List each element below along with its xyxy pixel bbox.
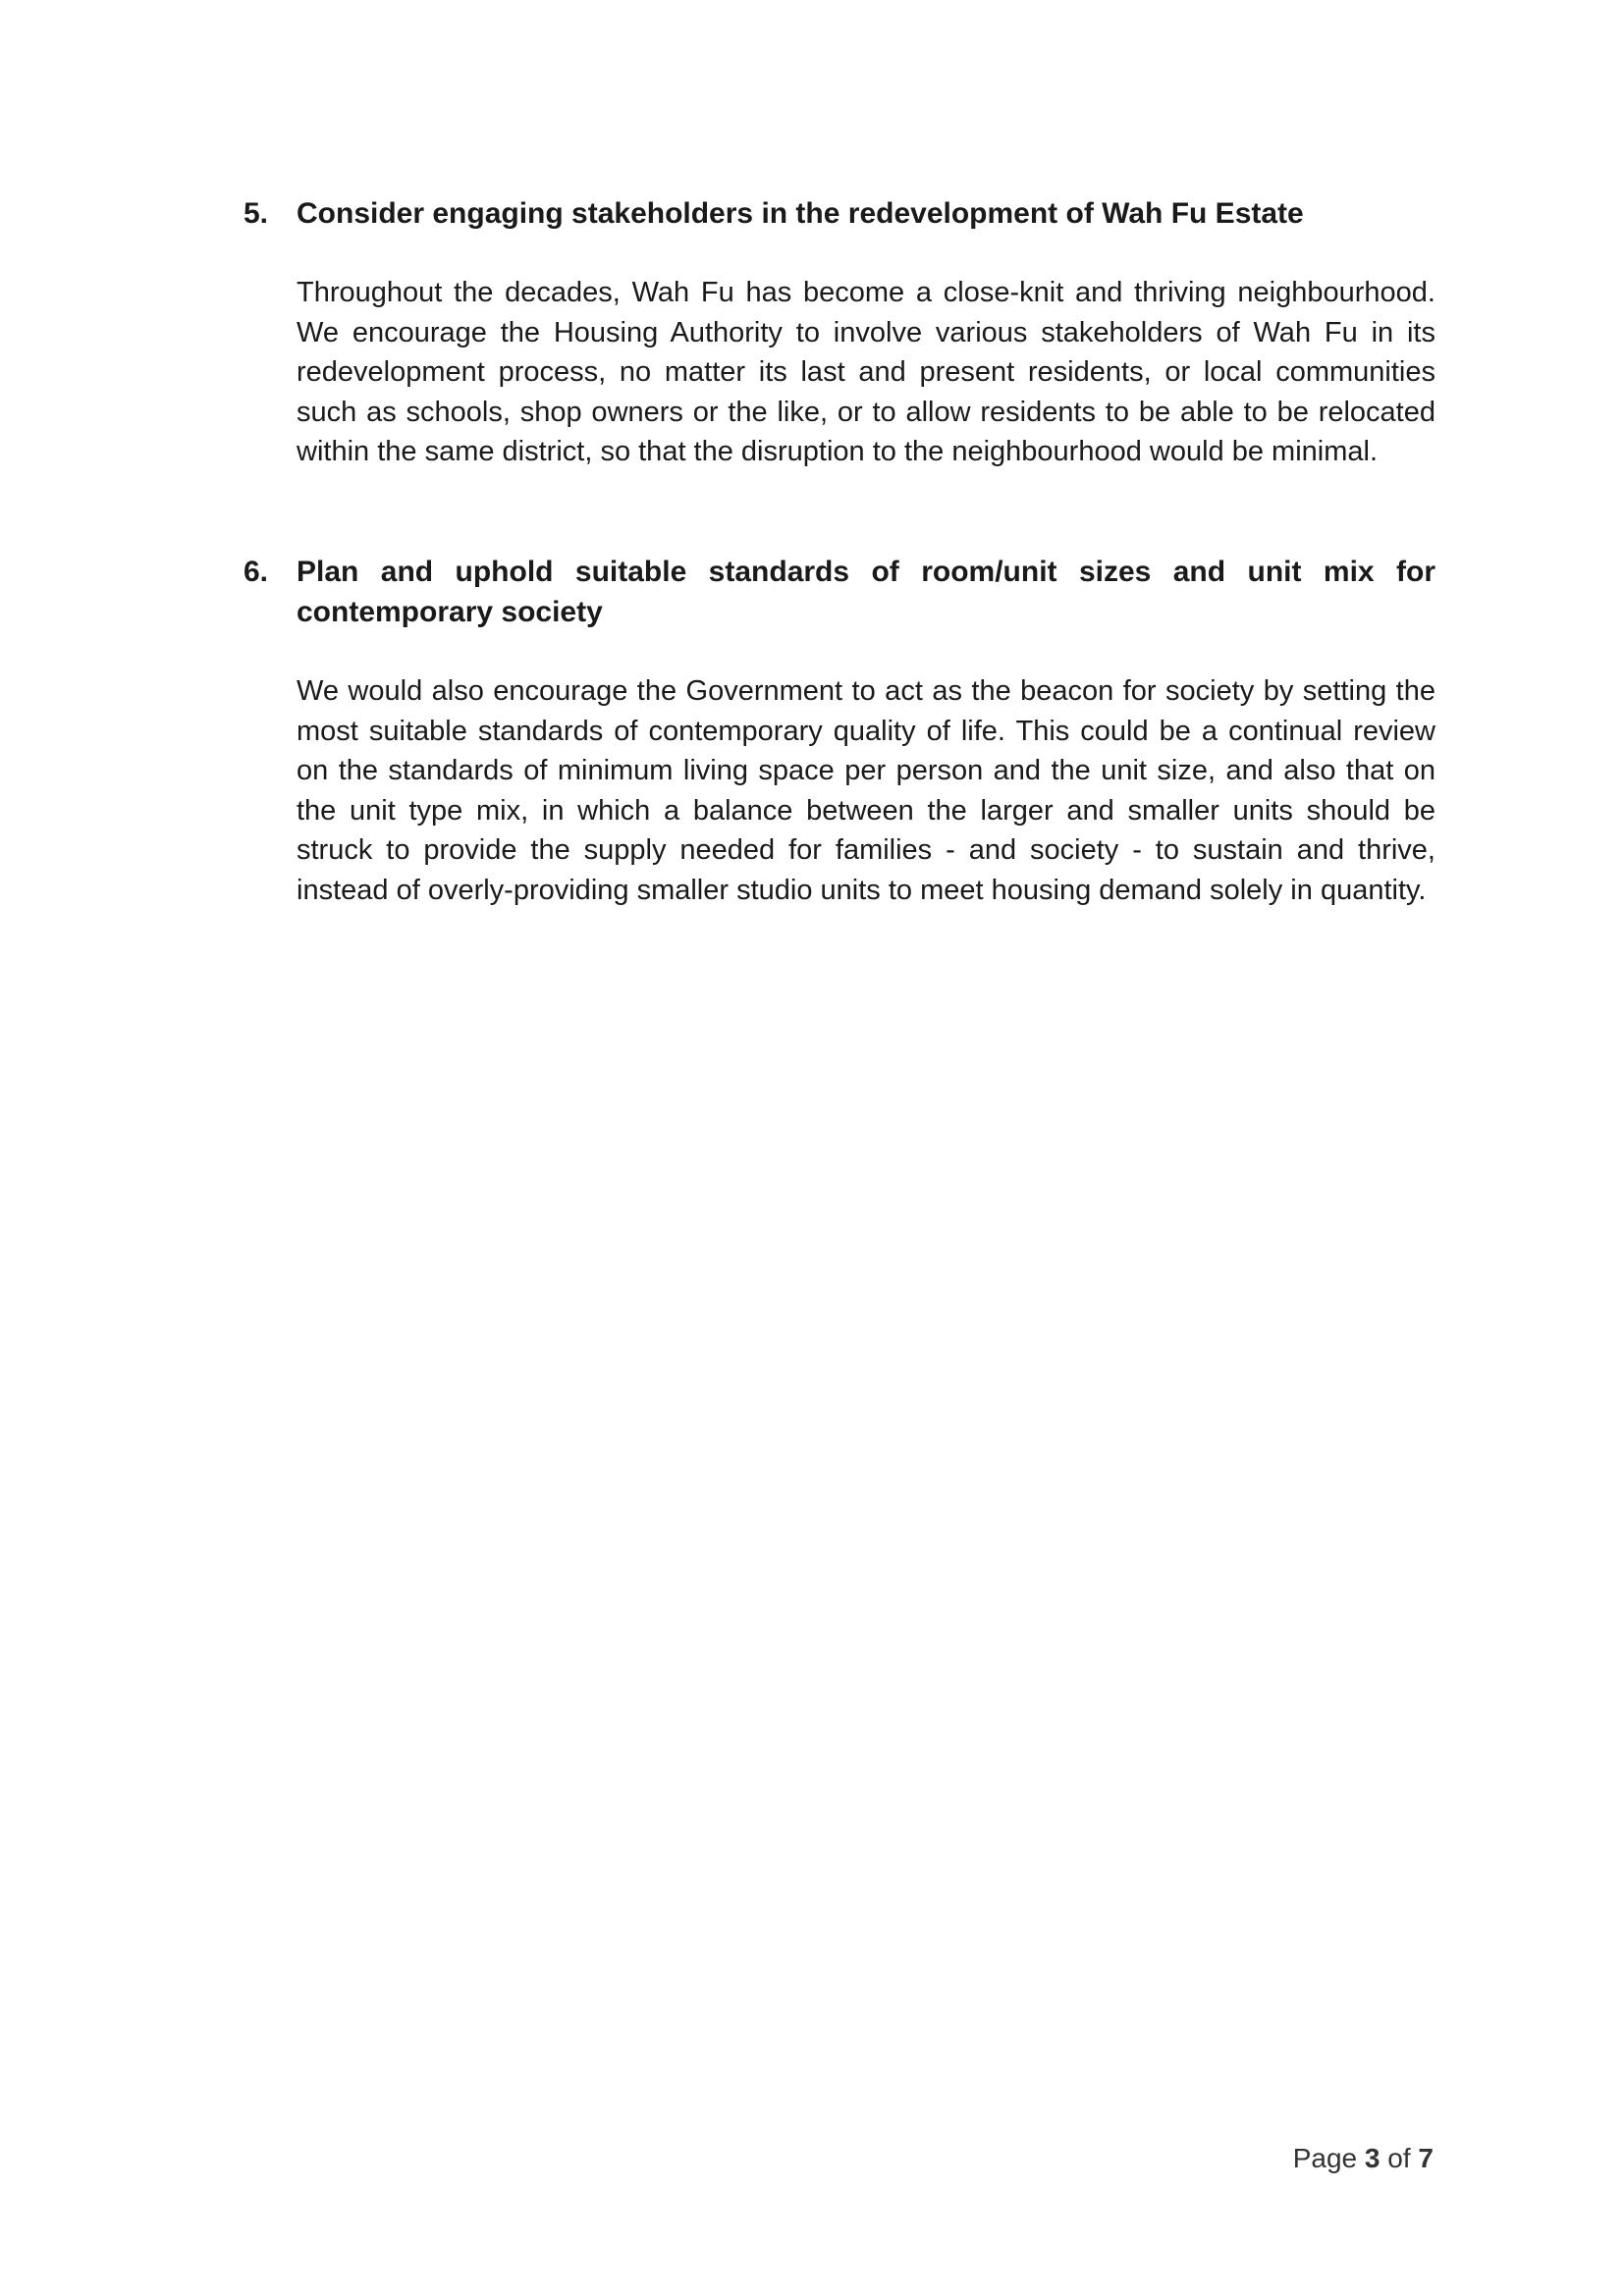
- section-heading-text: Plan and uphold suitable standards of room/unit sizes and unit mix for contemporary society: [297, 556, 1435, 628]
- section-paragraph: Throughout the decades, Wah Fu has become a close-knit and thriving neighbourhood. We encourage the Housing Authority to involve various stakeholders of Wah Fu in its redevelopment process, no matter its last and present residents, or local communities such as schools, shop owners or the like, or to allow residents to be able to be relocated within the same district, so that the disruption to the neighbourhood would be minimal.: [297, 277, 1435, 468]
- of-label: of: [1387, 2143, 1411, 2173]
- section-number: 5.: [244, 197, 269, 230]
- section-6: [244, 552, 1435, 911]
- section-heading-text: Consider engaging stakeholders in the redevelopment of Wah Fu Estate: [297, 197, 1304, 230]
- section-number: 6.: [244, 556, 269, 588]
- total-pages-number: 7: [1418, 2143, 1434, 2173]
- section-paragraph: We would also encourage the Government to act as the beacon for society by setting the most suitable standards of contemporary quality of life. This could be a continual review on the standards of minimum living space per person and the unit size, and also that on the unit type mix, in which a balance between the larger and smaller units should be struck to provide the supply needed for families - and society - to sustain and thrive, instead of overly-providing smaller studio units to meet housing demand solely in quantity.: [297, 675, 1435, 906]
- page-label: Page: [1292, 2143, 1358, 2173]
- page-footer: [1293, 2142, 1434, 2175]
- current-page-number: 3: [1364, 2143, 1380, 2173]
- section-5: [244, 193, 1435, 472]
- section-heading: [244, 193, 1435, 234]
- section-heading: [244, 552, 1435, 632]
